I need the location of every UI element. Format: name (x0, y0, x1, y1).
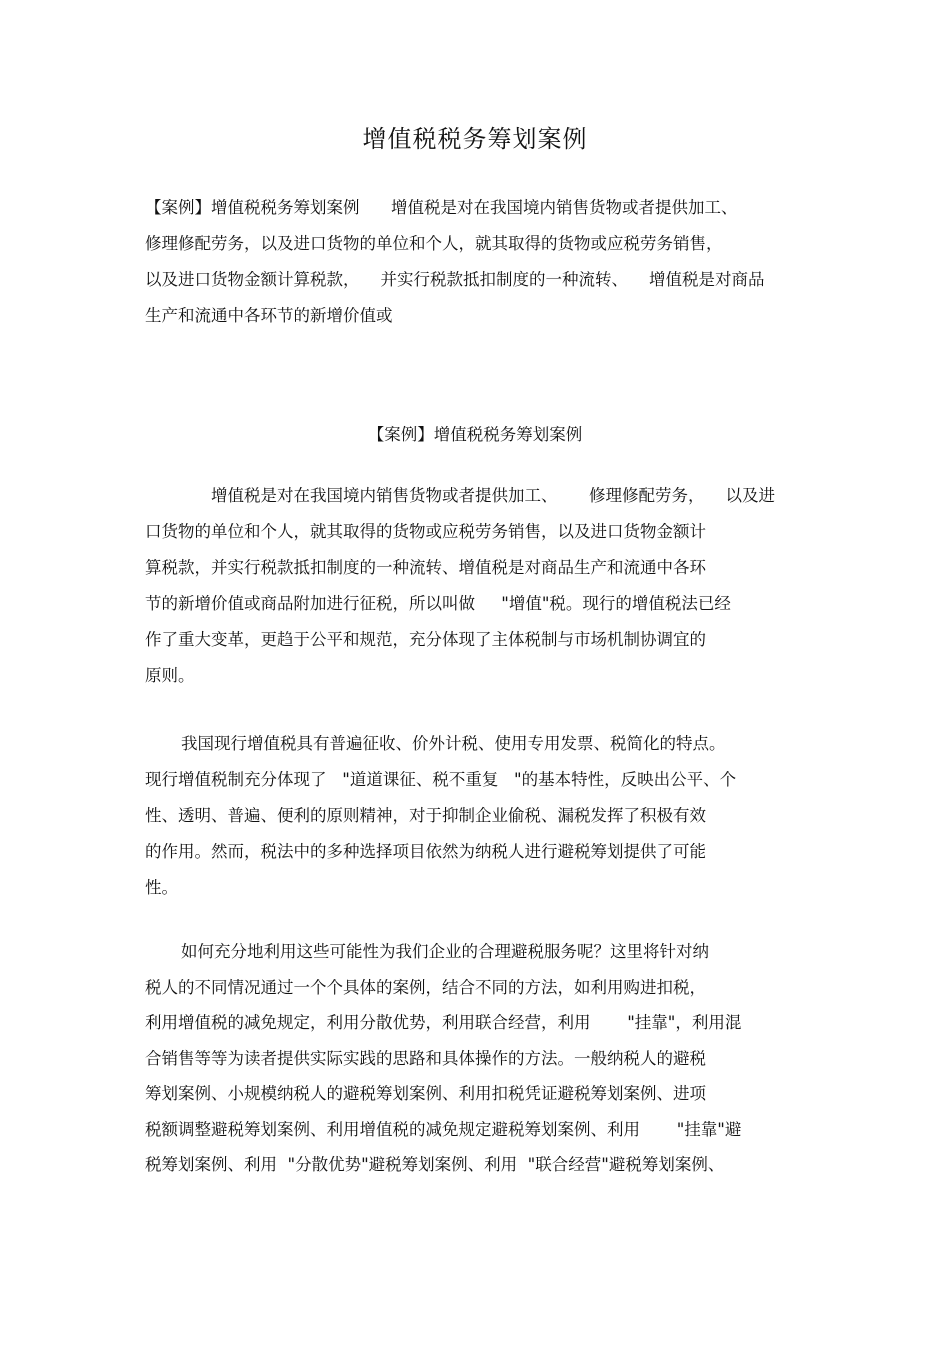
paragraph-line: 如何充分地利用这些可能性为我们企业的合理避税服务呢？这里将针对纳 (181, 942, 709, 961)
document-title: 增值税税务筹划案例 (362, 125, 588, 153)
paragraph-line: 性、透明、普遍、便利的原则精神，对于抑制企业偷税、漏税发挥了积极有效 (145, 806, 706, 825)
paragraph-line: 税额调整避税筹划案例、利用增值税的减免规定避税筹划案例、利用 "挂靠"避 (145, 1119, 742, 1139)
intro-paragraph (145, 190, 805, 334)
body-paragraph-1 (145, 478, 805, 694)
paragraph-line: 增值税是对在我国境内销售货物或者提供加工、 修理修配劳务， 以及进 (211, 486, 775, 505)
paragraph-line: 利用增值税的减免规定，利用分散优势，利用联合经营，利用 "挂靠"，利用混 (145, 1013, 742, 1032)
intro-line: 生产和流通中各环节的新增价值或 (145, 306, 393, 325)
paragraph-line: 我国现行增值税具有普遍征收、价外计税、使用专用发票、税简化的特点。 (181, 734, 726, 753)
paragraph-line: 税筹划案例、利用 "分散优势"避税筹划案例、利用 "联合经营"避税筹划案例、 (145, 1155, 725, 1174)
paragraph-line: 税人的不同情况通过一个个具体的案例，结合不同的方法，如利用购进扣税， (145, 977, 706, 997)
paragraph-line: 筹划案例、小规模纳税人的避税筹划案例、利用扣税凭证避税筹划案例、进项 (145, 1084, 706, 1103)
paragraph-line: 节的新增价值或商品附加进行征税，所以叫做 "增值"税。现行的增值税法已经 (145, 594, 731, 613)
section-heading: 【案例】增值税税务筹划案例 (367, 425, 583, 444)
intro-line: 以及进口货物金额计算税款， 并实行税款抵扣制度的一种流转、 增值税是对商品 (145, 270, 765, 289)
body-paragraph-3 (145, 934, 805, 1183)
body-paragraph-2 (145, 726, 805, 906)
intro-line: 修理修配劳务，以及进口货物的单位和个人，就其取得的货物或应税劳务销售， (145, 234, 723, 253)
paragraph-line: 的作用。然而，税法中的多种选择项目依然为纳税人进行避税筹划提供了可能 (145, 842, 706, 861)
paragraph-line: 合销售等等为读者提供实际实践的思路和具体操作的方法。一般纳税人的避税 (145, 1048, 706, 1068)
paragraph-line: 原则。 (145, 666, 195, 685)
intro-line: 【案例】增值税税务筹划案例 增值税是对在我国境内销售货物或者提供加工、 (145, 198, 738, 217)
paragraph-line: 作了重大变革，更趋于公平和规范，充分体现了主体税制与市场机制协调宜的 (145, 630, 706, 649)
paragraph-line: 现行增值税制充分体现了 "道道课征、税不重复 "的基本特性，反映出公平、个 (145, 770, 737, 789)
paragraph-line: 口货物的单位和个人，就其取得的货物或应税劳务销售，以及进口货物金额计 (145, 522, 706, 541)
paragraph-line: 性。 (145, 878, 178, 897)
paragraph-line: 算税款，并实行税款抵扣制度的一种流转、增值税是对商品生产和流通中各环 (145, 558, 706, 577)
